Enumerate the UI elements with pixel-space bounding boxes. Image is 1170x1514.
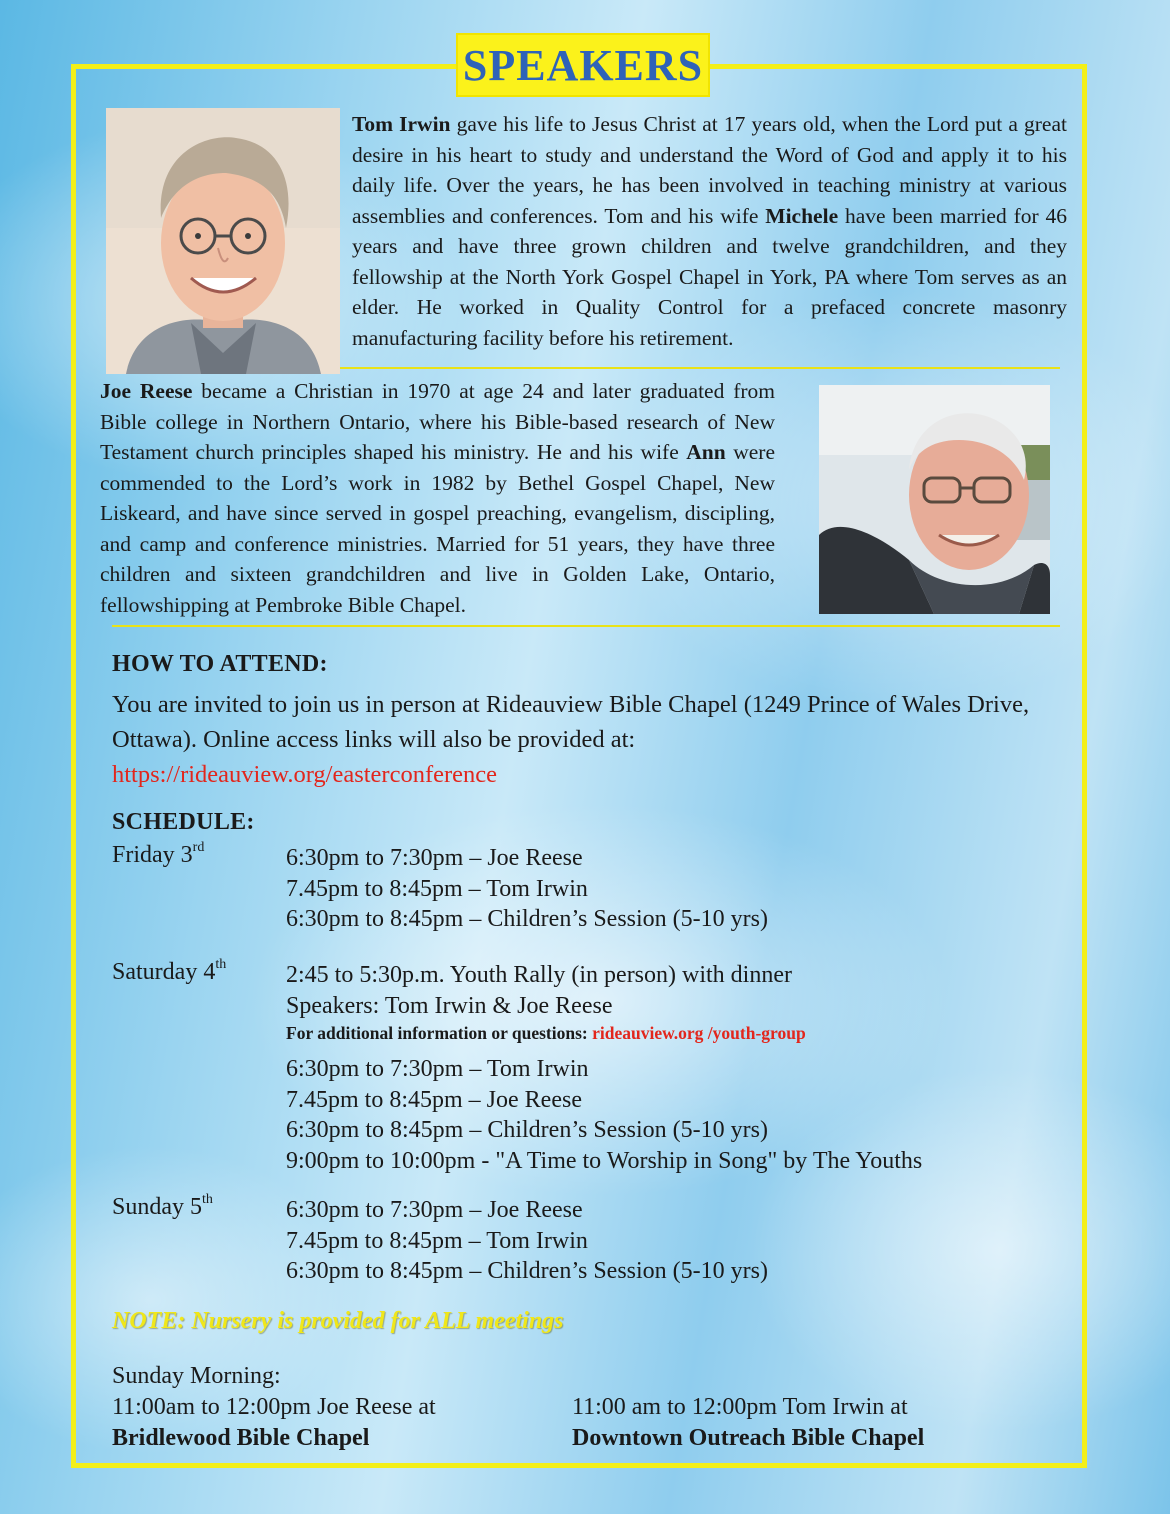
speaker-name: Joe Reese	[100, 379, 193, 403]
joe-reese-bio	[100, 376, 775, 620]
page-title: SPEAKERS	[462, 40, 704, 90]
session-item: 7.45pm to 8:45pm – Joe Reese	[286, 1086, 582, 1113]
youth-info	[286, 1021, 806, 1045]
day-suffix: th	[215, 957, 227, 972]
session-item: 6:30pm to 8:45pm – Children’s Session (5-10 yrs)	[286, 1117, 768, 1143]
session-item: 7.45pm to 8:45pm – Tom Irwin	[286, 1227, 588, 1254]
info-label: For additional information or questions:	[286, 1023, 593, 1043]
tom-irwin-photo	[106, 108, 340, 374]
left-place: Bridlewood Bible Chapel	[112, 1425, 370, 1451]
day-text: Friday 3	[112, 842, 193, 868]
sunday-label	[112, 1194, 213, 1221]
youth-group-link[interactable]: rideauview.org /youth-group	[592, 1023, 806, 1043]
sunday-morning-left	[112, 1361, 436, 1454]
how-to-attend-heading: HOW TO ATTEND:	[112, 651, 328, 677]
attend-description: You are invited to join us in person at Rideauview Bible Chapel (1249 Prince of Wales Drive, Ottawa). Online access links will also be provided at:	[112, 691, 1030, 753]
joe-reese-photo	[819, 385, 1050, 614]
bio-text: became a Christian in 1970 at age 24 and later graduated from Bible college in Northern Ontario, where his Bible-based research of New Testament church principles shaped his ministry. He and his wife	[100, 379, 775, 464]
divider	[112, 625, 1060, 627]
bio-text: were commended to the Lord’s work in 1982 by Bethel Gospel Chapel, New Liskeard, and have since served in gospel preaching, evangelism, discipling, and camp and conference ministries. Married for 51 years, they have three children and sixteen grandchildren and live in Golden Lake, Ontario, fellowshipping at Pembroke Bible Chapel.	[100, 440, 775, 617]
sunday-morning-right	[572, 1392, 924, 1454]
session-item: 7.45pm to 8:45pm – Tom Irwin	[286, 875, 588, 902]
youth-rally-item: 2:45 to 5:30p.m. Youth Rally (in person) with dinner	[286, 962, 792, 988]
session-item: 6:30pm to 7:30pm – Tom Irwin	[286, 1056, 589, 1082]
friday-sessions	[286, 843, 768, 935]
session-item: 6:30pm to 7:30pm – Joe Reese	[286, 845, 583, 871]
bio-text: have been married for 46 years and have three grown children and twelve grandchildren, and they fellowship at the North York Gospel Chapel in York, PA where Tom serves as an elder. He worked in Quality Control for a prefaced concrete masonry manufacturing facility before his retirement.	[352, 203, 1067, 350]
day-text: Sunday 5	[112, 1194, 202, 1220]
day-suffix: rd	[192, 840, 205, 855]
sunday-morning-label: Sunday Morning:	[112, 1363, 281, 1389]
session-item: 6:30pm to 7:30pm – Joe Reese	[286, 1197, 583, 1223]
day-text: Saturday 4	[112, 959, 216, 985]
spouse-name: Michele	[765, 203, 839, 228]
nursery-note: NOTE: Nursery is provided for ALL meetings	[112, 1308, 564, 1334]
right-place: Downtown Outreach Bible Chapel	[572, 1425, 925, 1451]
session-item: 6:30pm to 8:45pm – Children’s Session (5-10 yrs)	[286, 1258, 768, 1284]
session-item: 9:00pm to 10:00pm - "A Time to Worship in Song" by The Youths	[286, 1147, 923, 1174]
attend-text-block	[112, 687, 1062, 792]
divider	[340, 367, 1060, 369]
spouse-name: Ann	[686, 440, 726, 464]
session-item: 6:30pm to 8:45pm – Children’s Session (5-10 yrs)	[286, 906, 768, 932]
man-portrait-icon	[106, 108, 340, 374]
schedule-heading: SCHEDULE:	[112, 809, 255, 835]
friday-label	[112, 842, 204, 869]
saturday-rally	[286, 960, 806, 1045]
rally-speakers: Speakers: Tom Irwin & Joe Reese	[286, 992, 613, 1019]
saturday-label	[112, 959, 226, 986]
speaker-name: Tom Irwin	[352, 112, 451, 136]
day-suffix: th	[202, 1192, 213, 1207]
saturday-sessions	[286, 1054, 922, 1176]
right-time: 11:00 am to 12:00pm Tom Irwin at	[572, 1394, 908, 1420]
title-banner	[456, 33, 710, 97]
sunday-sessions	[286, 1195, 768, 1287]
elderly-man-portrait-icon	[819, 385, 1050, 614]
conference-link[interactable]: https://rideauview.org/easterconference	[112, 761, 498, 788]
left-time: 11:00am to 12:00pm Joe Reese at	[112, 1394, 436, 1420]
tom-irwin-bio	[352, 109, 1067, 353]
bio-text: gave his life to Jesus Christ at 17 years old, when the Lord put a great desire in his heart to study and understand the Word of God and apply it to his daily life. Over the years, he has been involved in teaching ministry at various assemblies and conferences. Tom and his wife	[352, 112, 1067, 228]
